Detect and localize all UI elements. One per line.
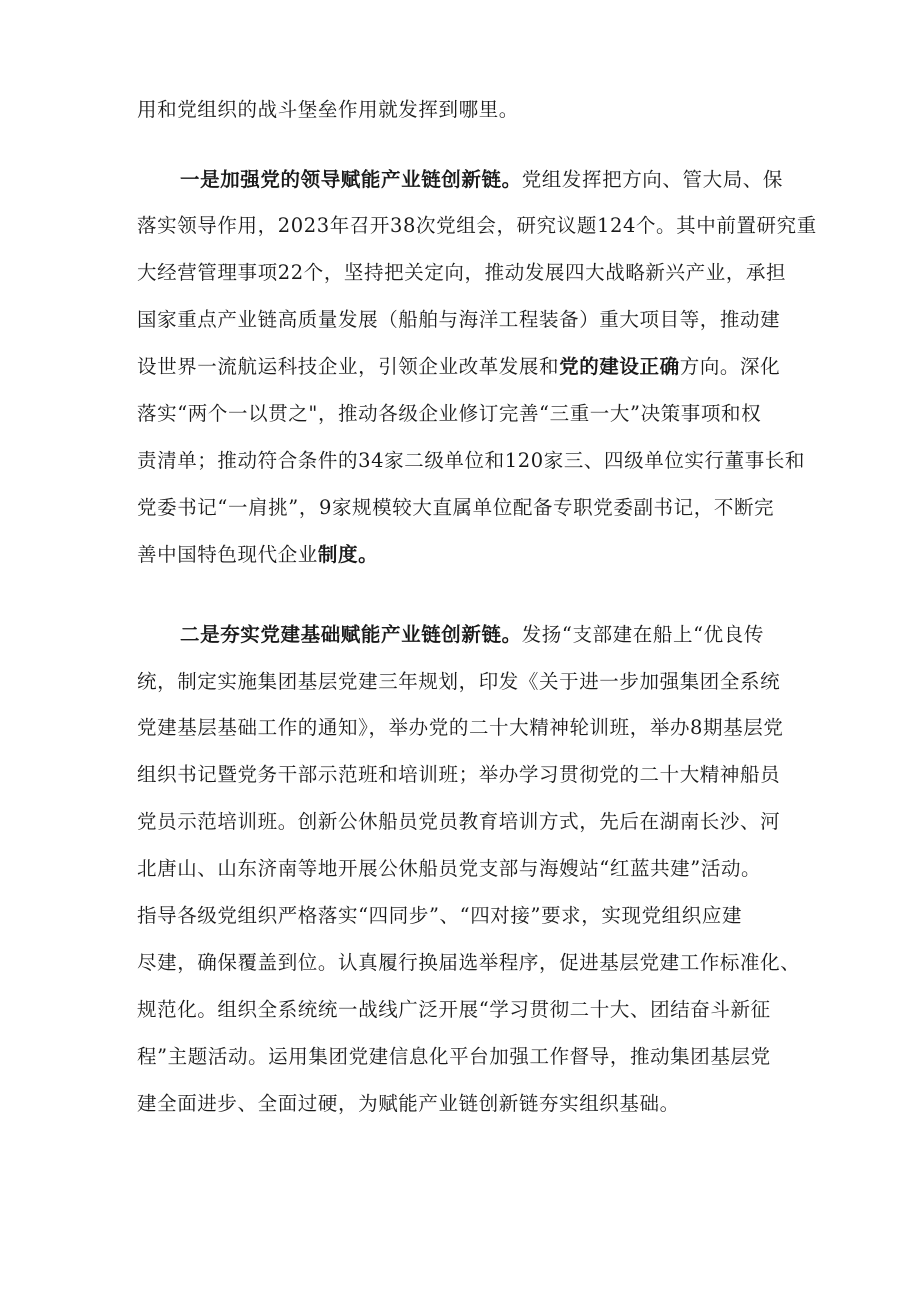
para2-line-6: 北唐山、山东济南等地开展公休船员党支部与海嫂站“红蓝共建”活动。 xyxy=(137,857,762,880)
para1-line-6: 落实“两个一以贯之"，推动各级企业修订完善“三重一大”决策事项和权 xyxy=(137,402,762,425)
para1-line-1-text: 党组发挥把方向、管大局、保 xyxy=(521,168,784,191)
para1-line-9-bold: 制度。 xyxy=(317,543,379,566)
para2-line-10: 程”主题活动。运用集团党建信息化平台加强工作督导，推动集团基层党 xyxy=(137,1045,771,1068)
para1-line-9a: 善中国特色现代企业 xyxy=(137,543,318,566)
para1-line-1 xyxy=(180,168,783,192)
para1-line-9 xyxy=(137,543,378,567)
para2-line-2: 统，制定实施集团基层党建三年规划，印发《关于进一步加强集团全系统 xyxy=(137,670,781,693)
para1-line-3: 大经营管理事项22个，坚持把关定向，推动发展四大战略新兴产业，承担 xyxy=(137,261,787,284)
para1-line-5a: 设世界一流航运科技企业，引领企业改革发展和 xyxy=(137,355,560,378)
para1-line-7: 责清单；推动符合条件的34家二级单位和120家三、四级单位实行董事长和 xyxy=(137,449,806,472)
para2-heading: 二是夯实党建基础赋能产业链创新链。 xyxy=(180,623,522,646)
para2-line-1 xyxy=(180,623,764,647)
intro-tail-line: 用和党组织的战斗堡垒作用就发挥到哪里。 xyxy=(137,98,519,121)
para1-line-8: 党委书记“一肩挑”，9家规模较大直属单位配备专职党委副书记，不断完 xyxy=(137,496,775,519)
para2-line-11: 建全面进步、全面过硬，为赋能产业链创新链夯实组织基础。 xyxy=(137,1092,680,1115)
para1-line-2: 落实领导作用，2023年召开38次党组会，研究议题124个。其中前置研究重 xyxy=(137,214,817,237)
para2-line-9: 规范化。组织全系统统一战线广泛开展“学习贯彻二十大、团结奋斗新征 xyxy=(137,998,771,1021)
para2-line-5: 党员示范培训班。创新公休船员党员教育培训方式，先后在湖南长沙、河 xyxy=(137,810,781,833)
para2-line-4: 组织书记暨党务干部示范班和培训班；举办学习贯彻党的二十大精神船员 xyxy=(137,763,781,786)
para1-line-5-bold: 党的建设正确 xyxy=(559,355,680,378)
para2-line-7: 指导各级党组织严格落实“四同步”、“四对接”要求，实现党组织应建 xyxy=(137,904,743,927)
para2-line-1-text: 发扬“支部建在船上“优良传 xyxy=(521,623,764,646)
para1-line-5c: 方向。深化 xyxy=(679,355,781,378)
para1-line-4: 国家重点产业链高质量发展（船舶与海洋工程装备）重大项目等，推动建 xyxy=(137,308,781,331)
para1-line-5 xyxy=(137,355,780,379)
para2-line-3: 党建基层基础工作的通知》，举办党的二十大精神轮训班，举办8期基层党 xyxy=(137,716,784,739)
para1-heading: 一是加强党的领导赋能产业链创新链。 xyxy=(180,168,522,191)
para2-line-8: 尽建，确保覆盖到位。认真履行换届选举程序，促进基层党建工作标准化、 xyxy=(137,951,801,974)
